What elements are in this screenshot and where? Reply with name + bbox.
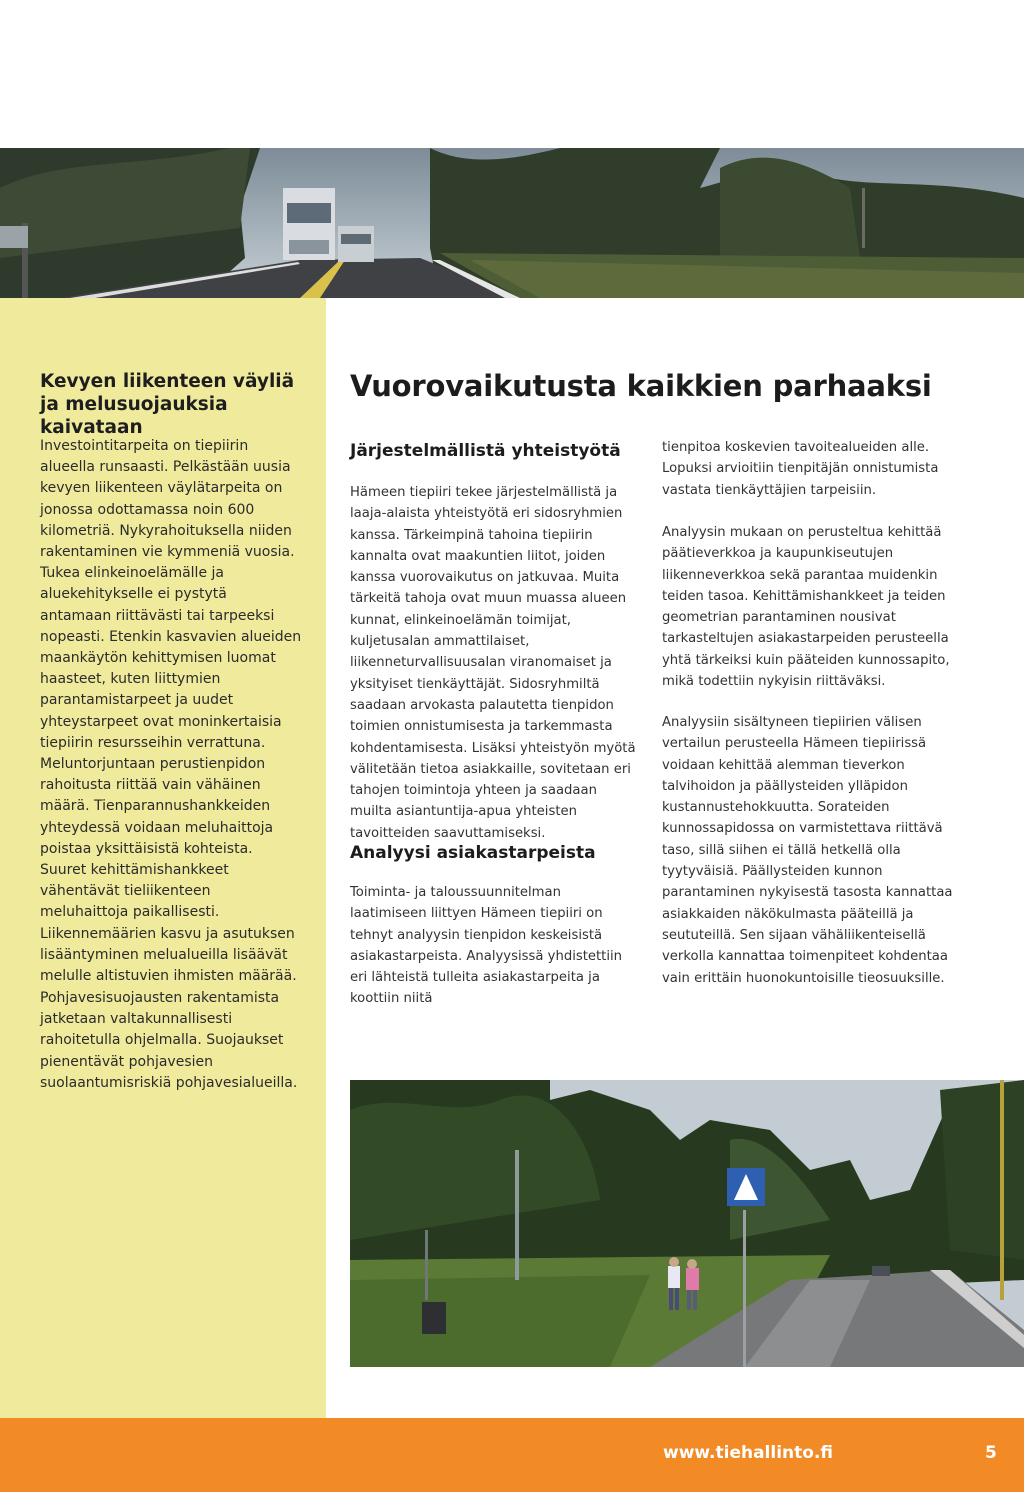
sidebar-title: Kevyen liikenteen väyliä ja melusuojauksia kaivataan — [40, 371, 295, 438]
column2-paragraph-3: Analyysiin sisältyneen tiepiirien välisen vertailun perusteella Hämeen tiepiirissä voidaan kehittää alemman tieverkon talvihoidon ja päällysteiden ylläpidon kustannustehokkuutta. Sorateiden kunnossapidossa on varmistettava riittävä taso, sillä siihen ei tällä hetkellä olla tyytyväisiä. Päällysteiden kunnon parantaminen nykyisestä tasosta kannattaa asiakkaiden näkökulmasta pääteillä ja seututeillä. Sen sijaan vähäliikenteisellä verkolla kannattaa toimenpiteet kohdentaa vain erittäin huonokuntoisille tieosuuksille. — [662, 715, 953, 986]
sidebar-panel — [0, 298, 326, 1418]
sidebar-paragraph-1: Investointitarpeita on tiepiirin alueella runsaasti. Pelkästään uusia kevyen liikenteen väylätarpeita on jonossa odottamassa noin 600 kilometriä. Nykyrahoituksella niiden rakentaminen vie kymmeniä vuosia. Tukea elinkeinoelämälle ja aluekehitykselle ei pystytä antamaan riittävästi tai tarpeeksi nopeasti. Etenkin kasvavien alueiden maankäytön kehittymisen luomat haasteet, kuten liittymien parantamistarpeet ja uudet yhteystarpeet ovat moninkertaisia tiepiirin resursseihin verrattuna. — [40, 438, 302, 751]
footer-website-link[interactable]: www.tiehallinto.fi — [663, 1443, 833, 1463]
sidebar-paragraph-2: Meluntorjuntaan perustienpidon rahoitusta riittää vain vähäinen määrä. Tienparannushankkeiden yhteydessä voidaan meluhaittoja poistaa yksittäisistä kohteista. Suuret kehittämishankkeet vähentävät tieliikenteen meluhaittoja paikallisesti. Liikennemäärien kasvu ja asutuksen lisääntyminen melualueilla lisäävät melulle altistuvien ihmisten määrää. — [40, 756, 297, 985]
bottom-photo-pedestrian-road — [350, 1080, 1024, 1367]
footer-bar — [0, 1418, 1024, 1492]
section-text-yhteistyo: Hämeen tiepiiri tekee järjestelmällistä ja laaja-alaista yhteistyötä eri sidosryhmien kanssa. Tärkeimpinä tahoina tiepiirin kannalta ovat maakuntien liitot, joiden kanssa vuorovaikutus on jatkuvaa. Muita tärkeitä tahoja ovat muun muassa alueen kunnat, elinkeinoelämän toimijat, kuljetusalan ammattilaiset, liikenneturvallisuusalan viranomaiset ja yksityiset tienkäyttäjät. Sidosryhmiltä saadaan arvokasta palautetta tienpidon toimien onnistumisesta ja tarkemmasta kohdentamisesta. Lisäksi yhteistyön myötä välitetään tietoa asiakkaille, sovitetaan eri tahojen toimintoja yhteen ja saadaan muilta asiantuntija-apua yhteisten tavoitteiden saavuttamiseksi. — [350, 485, 636, 841]
column2-paragraph-2: Analyysin mukaan on perusteltua kehittää päätieverkkoa ja kaupunkiseutujen liikenneverkkoa sekä parantaa muidenkin teiden tasoa. Kehittämishankkeet ja teiden geometrian parantaminen nousivat tarkasteltujen asiakastarpeiden perusteella yhtä tärkeiksi kuin pääteiden kunnossapito, mikä todettiin nykyisin riittäväksi. — [662, 525, 950, 690]
sidebar-paragraph-3: Pohjavesisuojausten rakentamista jatketaan valtakunnallisesti rahoitetulla ohjelmalla. Suojaukset pienentävät pohjavesien suolaantumisriskiä pohjavesialueilla. — [40, 990, 298, 1091]
section-heading-analyysi: Analyysi asiakastarpeista — [350, 843, 596, 863]
column2-paragraph-1: tienpitoa koskevien tavoitealueiden alle. Lopuksi arvioitiin tienpitäjän onnistumista vastata tienkäyttäjien tarpeisiin. — [662, 440, 939, 498]
section-text-analyysi: Toiminta- ja taloussuunnitelman laatimiseen liittyen Hämeen tiepiiri on tehnyt analyysin tienpidon keskeisistä asiakastarpeista. Analyysissä yhdistettiin eri lähteistä tulleita asiakastarpeita ja koottiin niitä — [350, 885, 623, 1007]
section-heading-yhteistyo: Järjestelmällistä yhteistyötä — [350, 441, 621, 461]
top-photo-road-trucks — [0, 148, 1024, 298]
page-number: 5 — [985, 1443, 997, 1463]
main-title: Vuorovaikutusta kaikkien parhaaksi — [350, 369, 932, 403]
